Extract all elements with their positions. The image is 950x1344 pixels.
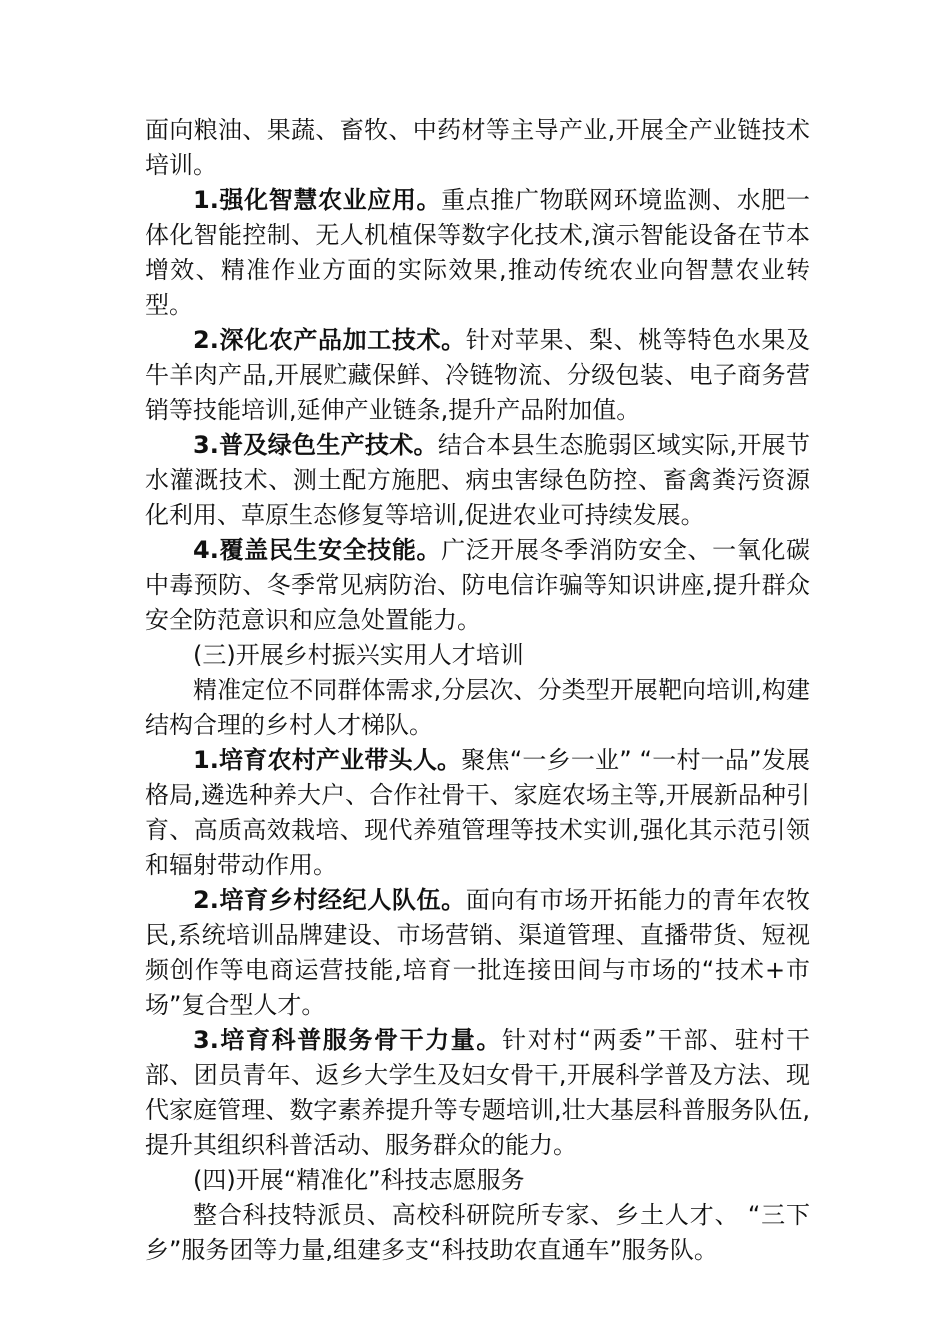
paragraph-science-popularization xyxy=(145,1023,810,1163)
paragraph-volunteer-intro xyxy=(145,1198,810,1268)
item-heading: 1.培育农村产业带头人。 xyxy=(193,746,462,774)
paragraph-smart-agriculture xyxy=(145,183,810,323)
paragraph-text: 针对苹果、梨、桃等特色水果及牛羊肉产品,开展贮藏保鲜、冷链物流、分级包装、电子商务营销等技能培训,延伸产业链条,提升产品附加值。 xyxy=(145,326,810,424)
item-heading: 2.深化农产品加工技术。 xyxy=(193,326,466,354)
paragraph-processing-tech xyxy=(145,323,810,428)
paragraph-talent-intro xyxy=(145,673,810,743)
paragraph-rural-brokers xyxy=(145,883,810,1023)
section-heading-volunteer-service: (四)开展“精准化”科技志愿服务 xyxy=(193,1166,525,1194)
item-heading: 2.培育乡村经纪人队伍。 xyxy=(193,886,466,914)
paragraph-industry-intro xyxy=(145,113,810,183)
paragraph-text: 聚焦“一乡一业” “一村一品”发展格局,遴选种养大户、合作社骨干、家庭农场主等,开展新品种引育、高质高效栽培、现代养殖管理等技术实训,强化其示范引领和辐射带动作用。 xyxy=(145,746,810,879)
document-body xyxy=(145,113,810,1268)
section-heading-talent-training: (三)开展乡村振兴实用人才培训 xyxy=(193,641,524,669)
item-heading: 1.强化智慧农业应用。 xyxy=(193,186,442,214)
paragraph-text: 面向有市场开拓能力的青年农牧民,系统培训品牌建设、市场营销、渠道管理、直播带货、短视频创作等电商运营技能,培育一批连接田间与市场的“技术+市场”复合型人才。 xyxy=(145,886,810,1019)
paragraph-green-production xyxy=(145,428,810,533)
paragraph-text: 精准定位不同群体需求,分层次、分类型开展靶向培训,构建结构合理的乡村人才梯队。 xyxy=(145,676,810,739)
paragraph-text: 重点推广物联网环境监测、水肥一体化智能控制、无人机植保等数字化技术,演示智能设备在节本增效、精准作业方面的实际效果,推动传统农业向智慧农业转型。 xyxy=(145,186,810,319)
item-heading: 3.普及绿色生产技术。 xyxy=(193,431,438,459)
item-heading: 4.覆盖民生安全技能。 xyxy=(193,536,442,564)
paragraph-safety-skills xyxy=(145,533,810,638)
paragraph-text: 针对村“两委”干部、驻村干部、团员青年、返乡大学生及妇女骨干,开展科学普及方法、现代家庭管理、数字素养提升等专题培训,壮大基层科普服务队伍,提升其组织科普活动、服务群众的能力。 xyxy=(145,1026,810,1159)
paragraph-text: 结合本县生态脆弱区域实际,开展节水灌溉技术、测土配方施肥、病虫害绿色防控、畜禽粪污资源化利用、草原生态修复等培训,促进农业可持续发展。 xyxy=(145,431,810,529)
paragraph-industry-leaders xyxy=(145,743,810,883)
paragraph-text: 广泛开展冬季消防安全、一氧化碳中毒预防、冬季常见病防治、防电信诈骗等知识讲座,提升群众安全防范意识和应急处置能力。 xyxy=(145,536,810,634)
item-heading: 3.培育科普服务骨干力量。 xyxy=(193,1026,502,1054)
paragraph-text: 面向粮油、果蔬、畜牧、中药材等主导产业,开展全产业链技术培训。 xyxy=(145,116,810,179)
paragraph-text: 整合科技特派员、高校科研院所专家、乡土人才、 “三下乡”服务团等力量,组建多支“科技助农直通车”服务队。 xyxy=(145,1201,810,1264)
